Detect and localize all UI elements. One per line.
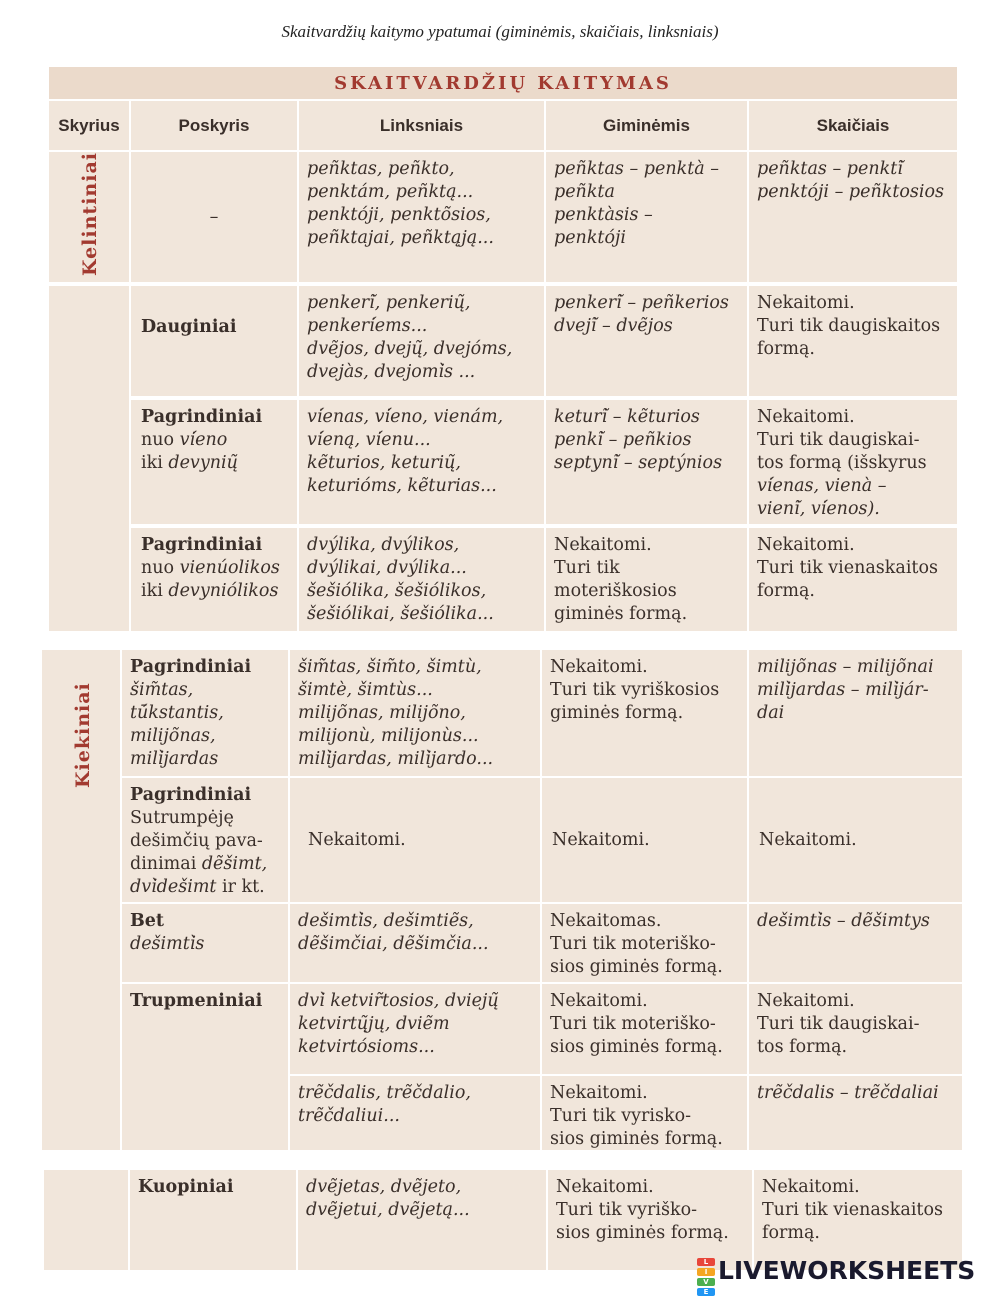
pagrindiniai-simtas-giminemis [542,650,747,776]
text-line: giminės formą. [554,604,688,624]
text-line: milijonù, milijonùs... [298,726,479,746]
text-line: vieni̇̃, vi̇́enos). [757,499,880,519]
text-line: formą. [762,1223,820,1243]
pagrindiniai-simtas-linksniais [290,650,540,776]
text-line: ketvirtósioms... [298,1037,435,1057]
text-line: penkeri̇̃ – peñkerios [554,293,729,313]
trecdalis-giminemis [542,1076,747,1150]
text-line: dešimčių pava- [130,831,263,851]
group-empty [49,286,129,631]
poskyris-line [141,557,289,580]
text-line: keturióms, kẽturias... [307,476,497,496]
text-line: giminės formą. [550,703,684,723]
text-part: vienúolikos [179,558,280,578]
text-line: dẽšimčiai, dẽšimčia... [298,934,489,954]
text-line: Nekaitomi. [757,991,855,1011]
header-giminemis: Giminėmis [546,101,747,150]
poskyris-line [141,580,289,603]
poskyris-line [141,429,289,452]
pagrindiniai-simtas-poskyris [122,650,288,776]
text-line: penkeri̇́ems... [307,316,428,336]
trupmeniniai-skaiciais [749,984,962,1074]
text-line: milijõnas, [130,726,216,746]
text-line: peñkta [554,182,615,202]
logo-text: LIVEWORKSHEETS [718,1255,976,1285]
text-line: tos formą (išskyrus [757,453,927,473]
trupmeniniai-linksniais [290,984,540,1074]
text-line: vi̇́enas, vi̇́eno, vienám, [307,407,504,427]
text-part: iki [141,453,169,473]
text-line: Sutrumpėję [130,808,234,828]
pagrindiniai-simtas-skaiciais [749,650,962,776]
text-line [130,853,280,876]
table-banner: SKAITVARDŽIŲ KAITYMAS [49,67,957,99]
text-part: devynių̃ [168,453,238,473]
poskyris-title: Trupmeniniai [130,991,263,1011]
text-line: Turi tik moteriško- [550,934,716,954]
text-line: Nekaitomi. [762,1177,860,1197]
text-line: sios giminės formą. [556,1223,729,1243]
text-line: Turi tik daugiskaitos [757,316,941,336]
text-part: nuo [141,430,180,450]
pagrindiniai-11-19-giminemis [546,528,747,631]
pagrindiniai-1-9-skaiciais [749,400,957,524]
group-kelintiniai [49,152,129,282]
text-line: dešimti̇̀s [130,934,205,954]
text-line: Nekaitomi. [759,829,857,850]
desimtis-giminemis [542,904,747,982]
text-line: trẽčdalis, trẽčdalio, [298,1083,471,1103]
kelintiniai-poskyris [131,152,297,282]
text-line: kẽturios, keturių̃, [307,453,461,473]
pagrindiniai-1-9-giminemis [546,400,747,524]
text-line: Turi tik vyrisko- [550,1106,692,1126]
text-line: Turi tik vienaskaitos [757,558,938,578]
dauginiai-skaiciais [749,286,957,396]
text-line: Nekaitomi. [757,407,855,427]
poskyris-title: Pagrindiniai [141,535,263,555]
kelintiniai-giminemis [546,152,747,282]
text-line: dvejàs, dvejomi̇̀s ... [307,362,476,382]
text-line: peñktas, peñkto, [307,159,455,179]
text-line: penktóji, penktõsios, [307,205,491,225]
text-line: Nekaitomi. [757,535,855,555]
text-line: Turi tik moteriško- [550,1014,716,1034]
text-line: vi̇́eną, vi̇́enu... [307,430,431,450]
header-skyrius: Skyrius [49,101,129,150]
text-line: dešimti̇̀s, dešimtiẽs, [298,911,474,931]
pagrindiniai-11-19-skaiciais [749,528,957,631]
text-line: tū́kstantis, [130,703,224,723]
text-line: dvẽjetas, dvẽjeto, [306,1177,462,1197]
text-line: trẽčdaliui... [298,1106,400,1126]
group-kuopiniai-empty [44,1170,128,1270]
kelintiniai-skaiciais [749,152,957,282]
text-line: Nekaitomi. [556,1177,654,1197]
desimtis-skaiciais [749,904,962,982]
pagrindiniai-sutrumpeje-skaiciais [749,778,962,902]
text-line: šim̃tas, [130,680,194,700]
kuopiniai-poskyris [130,1170,296,1270]
text-line: Nekaitomi. [554,535,652,555]
poskyris-title: Pagrindiniai [130,657,252,677]
text-line: Nekaitomi. [308,829,406,850]
header-linksniais: Linksniais [299,101,544,150]
dauginiai-giminemis [546,286,747,396]
text-line: penktóji [554,228,627,248]
text-line: Nekaitomi. [552,829,650,850]
text-line: Nekaitomi. [550,657,648,677]
pagrindiniai-1-9-poskyris [131,400,297,524]
text-part: devyniólikos [168,581,279,601]
text-line: penktóji – peñktosios [757,182,944,202]
text-line: penkeri̇̃, penkerių̃, [307,293,471,313]
poskyris-line [141,452,289,475]
text-line: Turi tik vienaskaitos [762,1200,943,1220]
text-line: peñktas – penkti̇̃ [757,159,903,179]
kelintiniai-dash: – [209,206,219,227]
logo-mark-letter: I [697,1268,715,1276]
text-line: Turi tik vyriško- [556,1200,698,1220]
text-line: Nekaitomi. [550,991,648,1011]
text-line: penktàsis – [554,205,653,225]
trupmeniniai-giminemis [542,984,747,1074]
pagrindiniai-sutrumpeje-linksniais [290,778,540,902]
text-line: šimtè, šimtùs... [298,680,433,700]
text-line: Nekaitomi. [550,1083,648,1103]
text-line: dvýlikai, dvýlika... [307,558,467,578]
text-line: mili̇̀jardas, mili̇̀jardo... [298,749,494,769]
text-part: ir kt. [216,877,265,897]
trecdalis-linksniais [290,1076,540,1150]
text-line: trẽčdalis – trẽčdaliai [757,1083,939,1103]
pagrindiniai-11-19-linksniais [299,528,544,631]
dauginiai-poskyris [131,286,297,396]
text-line: dai [757,703,785,723]
text-line: peñktajai, peñktąją... [307,228,494,248]
text-line: dvi̇̀ ketvir̃tosios, dviejų̃ [298,991,499,1011]
pagrindiniai-1-9-linksniais [299,400,544,524]
text-line: mili̇̀jardas – mili̇̀jár- [757,680,929,700]
text-line: šešiólika, šešiólikos, [307,581,487,601]
text-part: vi̇́eno [179,430,228,450]
text-line: milijõnas – milijõnai [757,657,934,677]
text-line [130,876,280,899]
text-line: sios giminės formą. [550,957,723,977]
poskyris-title: Pagrindiniai [141,407,263,427]
logo-mark-letter: V [697,1278,715,1286]
poskyris-title: Dauginiai [141,317,237,337]
header-skaiciais: Skaičiais [749,101,957,150]
text-part: nuo [141,558,180,578]
text-line: Turi tik vyriškosios [550,680,720,700]
kuopiniai-linksniais [298,1170,546,1270]
text-line: šešiólikai, šešiólika... [307,604,494,624]
logo-mark-letter: L [697,1258,715,1266]
text-line: dvýlika, dvýlikos, [307,535,460,555]
text-line: ketvirtų̃jų, dviẽm [298,1014,450,1034]
text-line: peñktas – penktà – [554,159,719,179]
text-line: sios giminės formą. [550,1037,723,1057]
logo-mark-icon [697,1257,715,1296]
text-line: dešimti̇̀s – dẽšimtys [757,911,930,931]
text-line: dvẽjos, dvejų̃, dvejóms, [307,339,513,359]
text-part: dinimai [130,854,202,874]
text-line: dvẽjetui, dvẽjetą... [306,1200,470,1220]
text-line: Turi tik [554,558,620,578]
text-line: mili̇̀jardas [130,749,219,769]
text-line: penki̇̃ – peñkios [554,430,692,450]
text-part: iki [141,581,169,601]
text-line: septyni̇̃ – septýnios [554,453,723,473]
text-line: tos formą. [757,1037,848,1057]
text-line: šim̃tas, šim̃to, šimtù, [298,657,482,677]
text-line: Turi tik daugiskai- [757,1014,920,1034]
poskyris-title: Pagrindiniai [130,785,252,805]
header-poskyris: Poskyris [131,101,297,150]
text-line: Nekaitomi. [757,293,855,313]
page-title: Skaitvardžių kaitymo ypatumai (giminėmis, skaičiais, linksniais) [281,22,719,41]
text-line: vi̇́enas, vienà – [757,476,887,496]
text-part: dẽšimt, [201,854,268,874]
text-line: formą. [757,339,815,359]
group-label-kiekiniai: Kiekiniai [72,682,94,788]
liveworksheets-logo [697,1255,976,1296]
logo-mark-letter: E [697,1288,715,1296]
pagrindiniai-sutrumpeje-poskyris [122,778,288,902]
dauginiai-linksniais [299,286,544,396]
text-line: Nekaitomas. [550,911,662,931]
pagrindiniai-11-19-poskyris [131,528,297,631]
trecdalis-skaiciais [749,1076,962,1150]
text-line: milijõnas, milijõno, [298,703,466,723]
kelintiniai-linksniais [299,152,544,282]
text-line: sios giminės formą. [550,1129,723,1149]
poskyris-title: Bet [130,911,165,931]
poskyris-title: Kuopiniai [138,1177,234,1197]
pagrindiniai-sutrumpeje-giminemis [542,778,747,902]
text-line: penktám, peñktą... [307,182,474,202]
text-line: dveji̇̃ – dvẽjos [554,316,673,336]
group-kiekiniai [42,650,120,1150]
text-line: moteriškosios [554,581,677,601]
desimtis-poskyris [122,904,288,982]
group-label-kelintiniai: Kelintiniai [79,152,101,276]
trupmeniniai-poskyris [122,984,288,1150]
text-line: keturi̇̃ – kẽturios [554,407,700,427]
desimtis-linksniais [290,904,540,982]
text-part: dvi̇̀dešimt [130,877,217,897]
text-line: formą. [757,581,815,601]
text-line: Turi tik daugiskai- [757,430,920,450]
